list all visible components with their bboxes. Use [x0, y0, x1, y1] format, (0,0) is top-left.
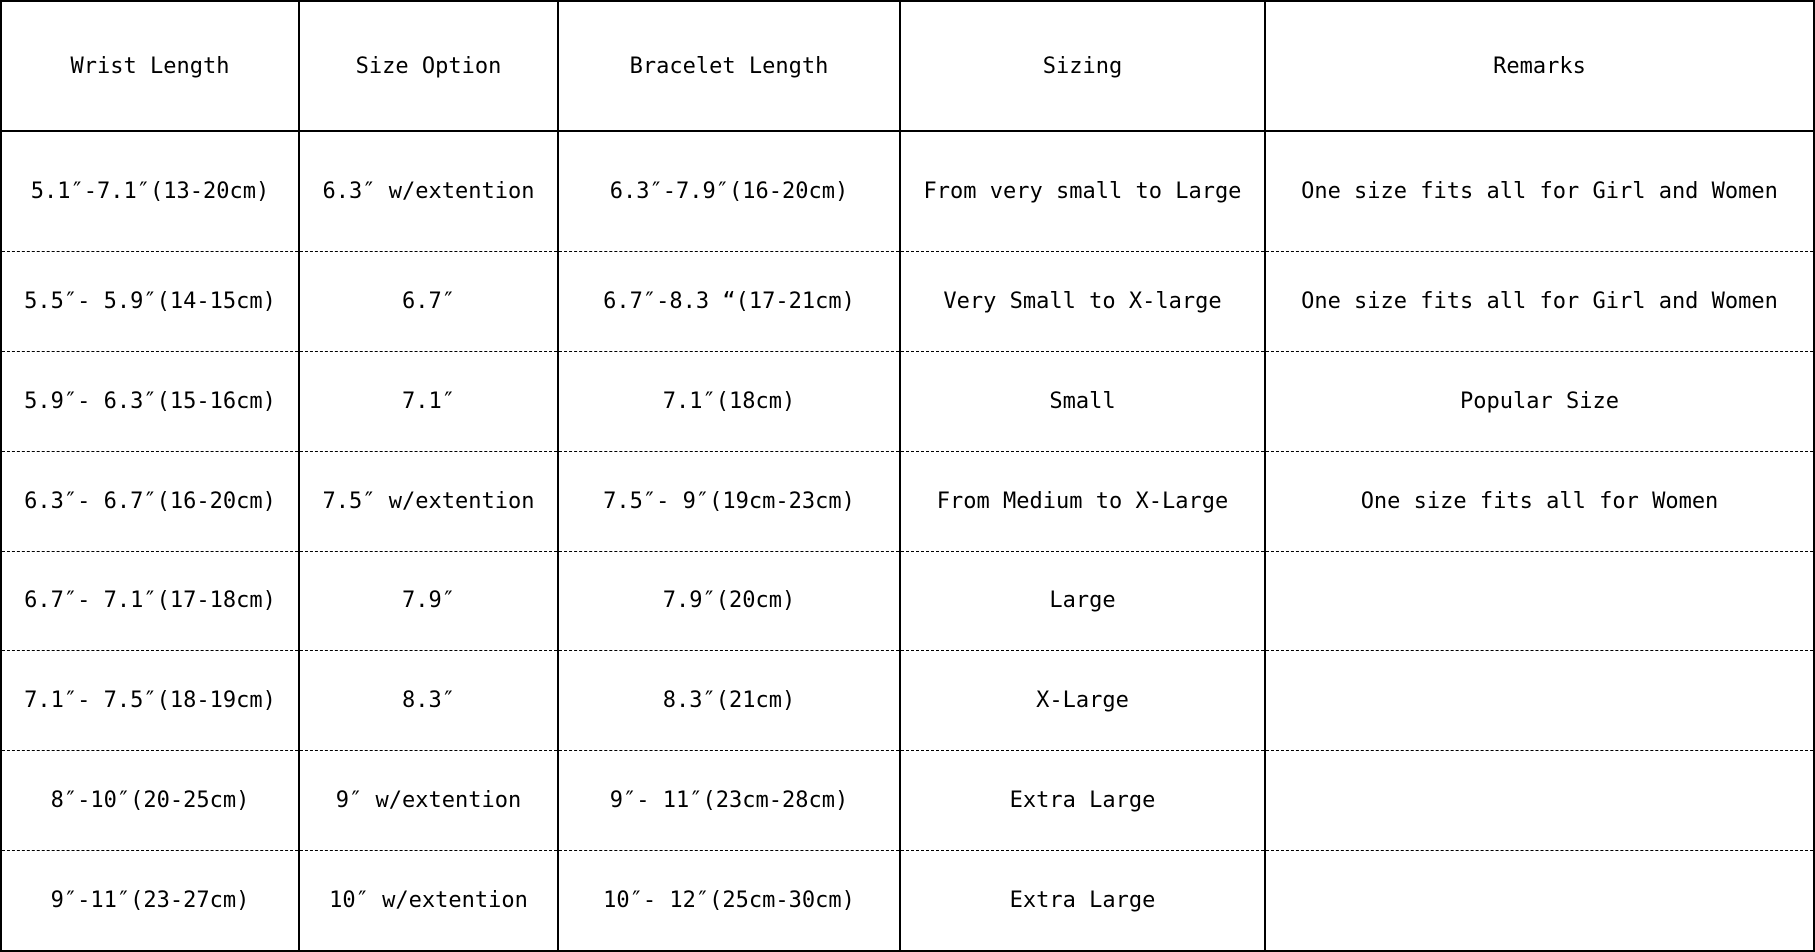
cell-remarks: One size fits all for Girl and Women — [1265, 252, 1813, 352]
cell-bracelet-length: 6.3″-7.9″(16-20cm) — [558, 131, 900, 252]
cell-size-option: 7.1″ — [299, 351, 558, 451]
header-bracelet-length: Bracelet Length — [558, 2, 900, 131]
table-row — [2, 651, 1813, 751]
cell-size-option: 6.7″ — [299, 252, 558, 352]
cell-size-option: 10″ w/extention — [299, 851, 558, 950]
cell-sizing: Extra Large — [900, 751, 1265, 851]
cell-bracelet-length: 7.1″(18cm) — [558, 351, 900, 451]
cell-wrist-length: 5.5″- 5.9″(14-15cm) — [2, 252, 299, 352]
header-sizing: Sizing — [900, 2, 1265, 131]
cell-size-option: 9″ w/extention — [299, 751, 558, 851]
cell-size-option: 6.3″ w/extention — [299, 131, 558, 252]
cell-remarks — [1265, 851, 1813, 950]
cell-bracelet-length: 9″- 11″(23cm-28cm) — [558, 751, 900, 851]
cell-size-option: 7.5″ w/extention — [299, 451, 558, 551]
cell-wrist-length: 8″-10″(20-25cm) — [2, 751, 299, 851]
table-row — [2, 451, 1813, 551]
cell-wrist-length: 5.1″-7.1″(13-20cm) — [2, 131, 299, 252]
cell-size-option: 8.3″ — [299, 651, 558, 751]
cell-wrist-length: 6.7″- 7.1″(17-18cm) — [2, 551, 299, 651]
header-wrist-length: Wrist Length — [2, 2, 299, 131]
cell-sizing: Extra Large — [900, 851, 1265, 950]
size-chart-table — [2, 2, 1813, 950]
header-remarks: Remarks — [1265, 2, 1813, 131]
cell-wrist-length: 7.1″- 7.5″(18-19cm) — [2, 651, 299, 751]
cell-wrist-length: 9″-11″(23-27cm) — [2, 851, 299, 950]
cell-wrist-length: 6.3″- 6.7″(16-20cm) — [2, 451, 299, 551]
cell-remarks: Popular Size — [1265, 351, 1813, 451]
cell-remarks — [1265, 551, 1813, 651]
cell-sizing: X-Large — [900, 651, 1265, 751]
header-size-option: Size Option — [299, 2, 558, 131]
cell-remarks — [1265, 651, 1813, 751]
cell-sizing: From very small to Large — [900, 131, 1265, 252]
table-row — [2, 131, 1813, 252]
cell-bracelet-length: 6.7″-8.3 “(17-21cm) — [558, 252, 900, 352]
cell-sizing: Large — [900, 551, 1265, 651]
table-row — [2, 851, 1813, 950]
cell-sizing: Very Small to X-large — [900, 252, 1265, 352]
cell-wrist-length: 5.9″- 6.3″(15-16cm) — [2, 351, 299, 451]
cell-remarks: One size fits all for Girl and Women — [1265, 131, 1813, 252]
cell-remarks: One size fits all for Women — [1265, 451, 1813, 551]
cell-bracelet-length: 7.9″(20cm) — [558, 551, 900, 651]
cell-sizing: From Medium to X-Large — [900, 451, 1265, 551]
header-row — [2, 2, 1813, 131]
cell-sizing: Small — [900, 351, 1265, 451]
table-row — [2, 551, 1813, 651]
table-row — [2, 351, 1813, 451]
table-row — [2, 252, 1813, 352]
cell-remarks — [1265, 751, 1813, 851]
cell-bracelet-length: 7.5″- 9″(19cm-23cm) — [558, 451, 900, 551]
cell-bracelet-length: 8.3″(21cm) — [558, 651, 900, 751]
cell-size-option: 7.9″ — [299, 551, 558, 651]
cell-bracelet-length: 10″- 12″(25cm-30cm) — [558, 851, 900, 950]
table-row — [2, 751, 1813, 851]
